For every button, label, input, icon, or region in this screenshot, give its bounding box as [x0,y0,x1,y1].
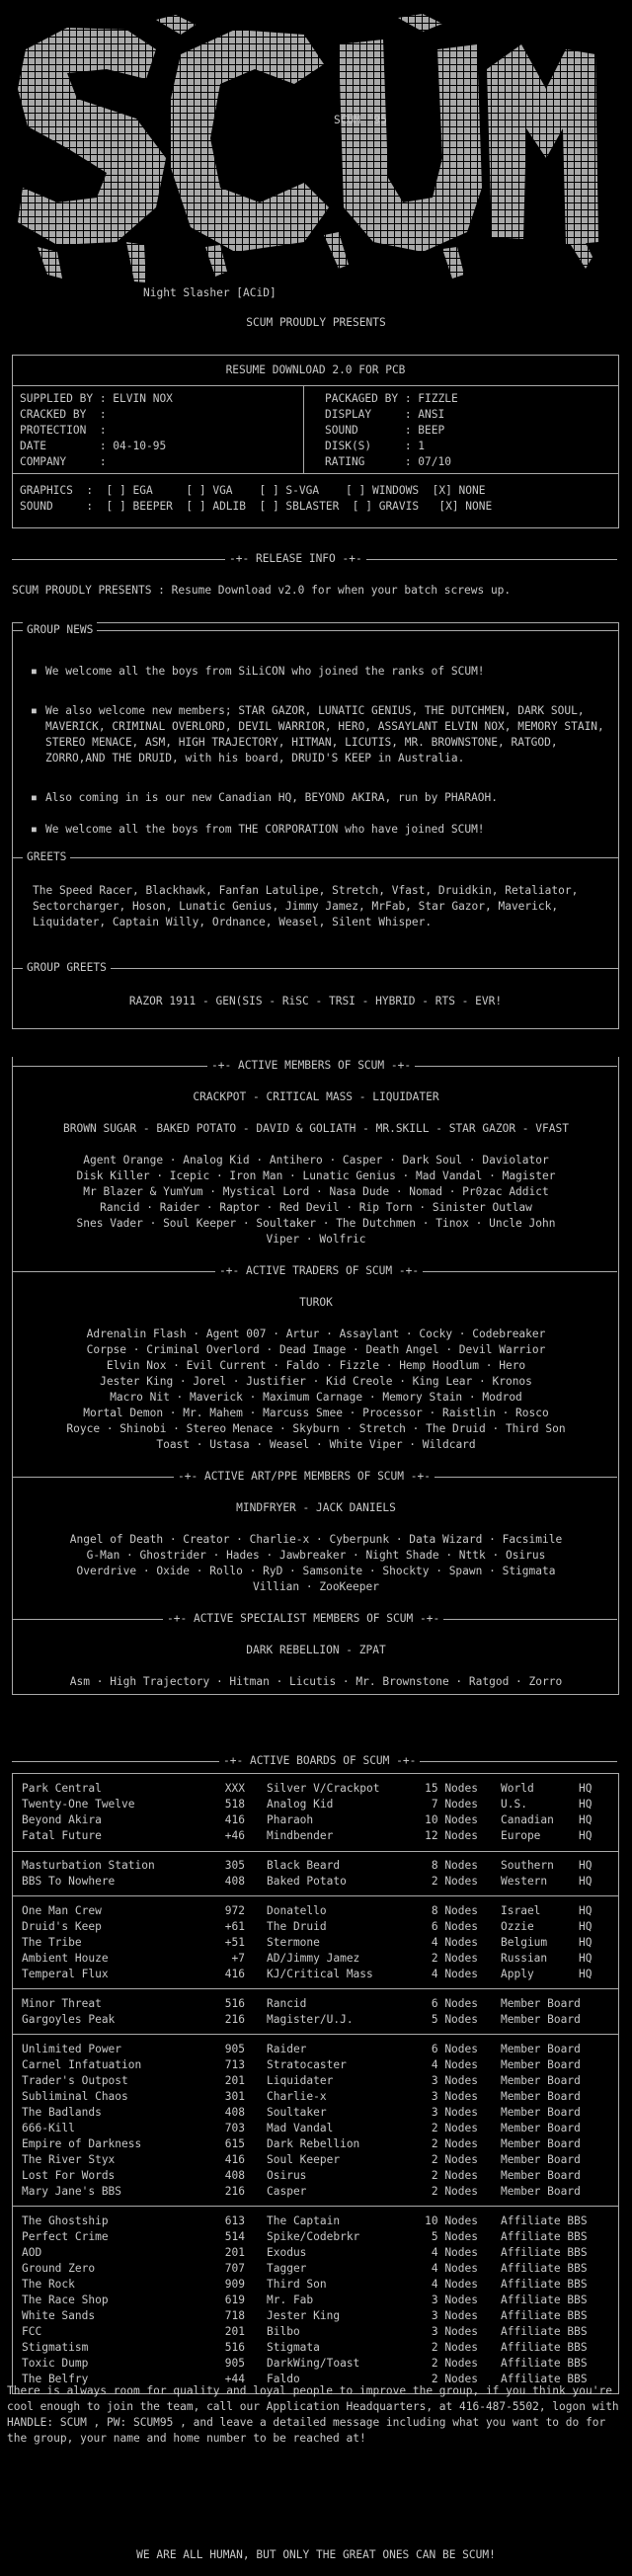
board-nodes: 8 Nodes [431,1904,478,1917]
board-sysop: Bilbo [267,2325,300,2338]
presents-line: SCUM PROUDLY PRESENTS [246,316,386,329]
board-area-code: 619 [224,2294,245,2306]
members-row: Mr Blazer & YumYum · Mystical Lord · Nasa Dude · Nomad · Pr0zac Addict [83,1185,549,1198]
board-sysop: Dark Rebellion [267,2137,360,2150]
board-status: Member Board [501,2137,581,2150]
scum-logo-art [8,10,600,286]
board-nodes: 2 Nodes [431,2153,478,2166]
group-news-header: GROUP NEWS [23,622,97,638]
greets-text: The Speed Racer, Blackhawk, Fanfan Latulipe, Stretch, Vfast, Druidkin, Retaliator, Sectorcharger, Hoson, Lunatic Genius, Jimmy Jamez, MrFab, Star Gazor, Maverick, Liquidater, Captain Willy, Ordnance, Weasel, Silent Whisper. [33,884,579,928]
board-sysop: Third Son [267,2278,327,2291]
board-nodes: 5 Nodes [431,2013,478,2026]
board-area-code: 613 [224,2214,245,2227]
traders-lead: TUROK [299,1296,333,1309]
board-status: Belgium [501,1936,548,1949]
members-list [0,1153,632,1248]
board-sysop: Mindbender [267,1829,334,1842]
board-name: The Rock [22,2278,75,2291]
board-sysop: DarkWing/Toast [267,2357,360,2370]
logo-year: SCUM '95 [334,114,387,126]
board-status: Member Board [501,1997,581,2010]
board-hq: HQ [579,1875,592,1888]
boards-title: ACTIVE BOARDS OF SCUM [249,1754,390,1767]
board-status: Member Board [501,2074,581,2087]
release-box [12,355,619,528]
art-row: Overdrive · Oxide · Rollo · RyD · Samsonite · Shockty · Spawn · Stigmata [76,1565,556,1577]
company: COMPANY : [20,455,107,468]
traders-row: Toast · Ustasa · Weasel · White Viper · Wildcard [156,1438,476,1451]
board-nodes: 2 Nodes [431,1952,478,1965]
board-nodes: 10 Nodes [425,1813,478,1826]
board-area-code: 416 [224,2153,245,2166]
board-name: The Tribe [22,1936,82,1949]
board-area-code: 905 [224,2357,245,2370]
release-info-text: SCUM PROUDLY PRESENTS : Resume Download v2.0 for when your batch screws up. [12,584,512,597]
traders-row: Adrenalin Flash · Agent 007 · Artur · Assaylant · Cocky · Codebreaker [86,1328,546,1340]
board-status: Europe [501,1829,541,1842]
board-name: Park Central [22,1782,102,1795]
board-area-code: 416 [224,1968,245,1980]
board-status: Affiliate BBS [501,2278,588,2291]
protection: PROTECTION : [20,424,107,437]
board-status: Member Board [501,2013,581,2026]
board-status: Affiliate BBS [501,2373,588,2385]
board-name: Empire of Darkness [22,2137,142,2150]
board-name: FCC [22,2325,42,2338]
board-name: Fatal Future [22,1829,102,1842]
board-sysop: Mad Vandal [267,2122,334,2134]
release-right [325,391,458,470]
board-area-code: 703 [224,2122,245,2134]
board-status: Ozzie [501,1920,534,1933]
board-nodes: 4 Nodes [431,2262,478,2275]
board-status: Apply [501,1968,534,1980]
board-status: Member Board [501,2122,581,2134]
board-name: Temperal Flux [22,1968,109,1980]
board-sysop: Soul Keeper [267,2153,341,2166]
board-sysop: Stratocaster [267,2058,347,2071]
specialist-header: -+- ACTIVE SPECIALIST MEMBERS OF SCUM -+- [163,1611,443,1627]
board-nodes: 2 Nodes [431,2185,478,2198]
board-nodes: 4 Nodes [431,2278,478,2291]
board-status: Affiliate BBS [501,2214,588,2227]
board-status: U.S. [501,1798,527,1811]
board-sysop: Charlie-x [267,2090,327,2103]
board-nodes: 6 Nodes [431,2043,478,2055]
art-row: G-Man · Ghostrider · Hades · Jawbreaker · Night Shade · Nttk · Osirus [86,1549,546,1562]
board-nodes: 7 Nodes [431,1798,478,1811]
members-row: Snes Vader · Soul Keeper · Soultaker · The Dutchmen · Tinox · Uncle John [76,1217,556,1230]
supplied-by: SUPPLIED BY : ELVIN NOX [20,392,173,405]
board-sysop: The Captain [267,2214,341,2227]
display: DISPLAY : ANSI [325,408,445,421]
board-nodes: 2 Nodes [431,2341,478,2354]
board-name: The Belfry [22,2373,89,2385]
board-name: Carnel Infatuation [22,2058,142,2071]
board-hq: HQ [579,1920,592,1933]
boards-header: -+- ACTIVE BOARDS OF SCUM -+- [219,1753,420,1769]
board-nodes: 3 Nodes [431,2309,478,2322]
board-sysop: Analog Kid [267,1798,334,1811]
board-nodes: 12 Nodes [425,1829,478,1842]
specialist-row: Asm · High Trajectory · Hitman · Licutis · Mr. Brownstone · Ratgod · Zorro [69,1675,563,1688]
board-area-code: 718 [224,2309,245,2322]
board-status: Member Board [501,2043,581,2055]
board-area-code: 201 [224,2325,245,2338]
board-status: Member Board [501,2153,581,2166]
board-nodes: 5 Nodes [431,2230,478,2243]
board-name: The River Styx [22,2153,116,2166]
board-nodes: 4 Nodes [431,2058,478,2071]
board-name: Mary Jane's BBS [22,2185,122,2198]
board-sysop: Rancid [267,1997,307,2010]
board-hq: HQ [579,1936,592,1949]
board-name: Stigmatism [22,2341,89,2354]
board-name: Minor Threat [22,1997,102,2010]
board-area-code: 905 [224,2043,245,2055]
graphics-options: GRAPHICS : [ ] EGA [ ] VGA [ ] S-VGA [ ] WINDOWS [X] NONE [20,484,486,497]
members-title: ACTIVE MEMBERS OF SCUM [237,1059,385,1072]
board-nodes: 8 Nodes [431,1859,478,1872]
board-area-code: 216 [224,2013,245,2026]
board-area-code: 408 [224,2169,245,2182]
scum-logo [8,10,600,286]
board-sysop: Spike/Codebrkr [267,2230,360,2243]
board-nodes: 3 Nodes [431,2090,478,2103]
board-nodes: 3 Nodes [431,2074,478,2087]
board-sysop: Black Beard [267,1859,341,1872]
board-name: Subliminal Chaos [22,2090,128,2103]
specialist-list [0,1674,632,1690]
board-area-code: 516 [224,2341,245,2354]
board-name: One Man Crew [22,1904,102,1917]
news-item: ■ Also coming in is our new Canadian HQ, BEYOND AKIRA, run by PHARAOH. [45,790,608,806]
release-info-header: -+- RELEASE INFO -+- [225,551,366,567]
board-nodes: 2 Nodes [431,1875,478,1888]
board-sysop: The Druid [267,1920,327,1933]
board-status: Affiliate BBS [501,2357,588,2370]
members-row: Rancid · Raider · Raptor · Red Devil · Rip Torn · Sinister Outlaw [100,1201,532,1214]
board-nodes: 3 Nodes [431,2325,478,2338]
sound-options: SOUND : [ ] BEEPER [ ] ADLIB [ ] SBLASTER [ ] GRAVIS [X] NONE [20,500,493,513]
news-item: ■ We welcome all the boys from THE CORPORATION who have joined SCUM! [45,822,608,838]
board-sysop: AD/Jimmy Jamez [267,1952,360,1965]
board-name: Druid's Keep [22,1920,102,1933]
news-box [12,622,619,1029]
board-status: Affiliate BBS [501,2341,588,2354]
board-nodes: 2 Nodes [431,2169,478,2182]
rating: RATING : 07/10 [325,455,451,468]
board-area-code: +51 [224,1936,245,1949]
board-nodes: 3 Nodes [431,2294,478,2306]
board-area-code: 408 [224,1875,245,1888]
board-area-code: +46 [224,1829,245,1842]
board-name: The Badlands [22,2106,102,2119]
board-name: Toxic Dump [22,2357,89,2370]
board-name: The Race Shop [22,2294,109,2306]
board-status: Western [501,1875,548,1888]
art-row: Villian · ZooKeeper [253,1580,379,1593]
board-status: Israel [501,1904,541,1917]
cracked-by: CRACKED BY : [20,408,107,421]
board-area-code: +44 [224,2373,245,2385]
board-nodes: 2 Nodes [431,2373,478,2385]
board-status: Affiliate BBS [501,2294,588,2306]
board-nodes: 6 Nodes [431,1997,478,2010]
members-row: Viper · Wolfric [266,1233,366,1246]
board-status: Canadian [501,1813,554,1826]
news-item: ■ We also welcome new members; STAR GAZOR, LUNATIC GENIUS, THE DUTCHMEN, DARK SOUL, MAVERICK, CRIMINAL OVERLORD, DEVIL WARRIOR, HERO, ASSAYLANT ELVIN NOX, MEMORY STAIN, STEREO MENACE, ASM, HIGH TRAJECTORY, HITMAN, LICUTIS, MR. BROWNSTONE, RATGOD, ZORRO,AND THE DRUID, with his board, DRUID'S KEEP in Australia. [45,703,608,766]
board-area-code: 201 [224,2246,245,2259]
art-lead: MINDFRYER - JACK DANIELS [236,1501,396,1514]
board-status: Affiliate BBS [501,2246,588,2259]
board-sysop: KJ/Critical Mass [267,1968,373,1980]
board-name: Ground Zero [22,2262,96,2275]
board-status: Member Board [501,2058,581,2071]
news-item: ■ We welcome all the boys from SiLiCON who joined the ranks of SCUM! [45,664,608,680]
art-header: -+- ACTIVE ART/PPE MEMBERS OF SCUM -+- [174,1469,434,1485]
footer-final: WE ARE ALL HUMAN, BUT ONLY THE GREAT ONES CAN BE SCUM! [136,2548,496,2561]
board-area-code: 201 [224,2074,245,2087]
board-name: The Ghostship [22,2214,109,2227]
board-status: Affiliate BBS [501,2262,588,2275]
specialist-lead: DARK REBELLION - ZPAT [246,1644,386,1656]
board-sysop: Mr. Fab [267,2294,314,2306]
board-nodes: 3 Nodes [431,2106,478,2119]
board-sysop: Casper [267,2185,307,2198]
board-name: 666-Kill [22,2122,75,2134]
traders-row: Macro Nit · Maverick · Maximum Carnage · Memory Stain · Modrod [110,1391,522,1404]
board-hq: HQ [579,1859,592,1872]
board-name: Beyond Akira [22,1813,102,1826]
group-greets-header: GROUP GREETS [23,960,111,976]
board-sysop: Osirus [267,2169,307,2182]
board-nodes: 4 Nodes [431,1968,478,1980]
board-name: Ambient Houze [22,1952,109,1965]
traders-row: Corpse · Criminal Overlord · Dead Image · Death Angel · Devil Warrior [86,1343,546,1356]
board-status: Member Board [501,2169,581,2182]
board-name: Trader's Outpost [22,2074,128,2087]
board-sysop: Raider [267,2043,307,2055]
members-leads-1: CRACKPOT - CRITICAL MASS - LIQUIDATER [193,1090,439,1103]
board-sysop: Tagger [267,2262,307,2275]
board-status: Russian [501,1952,548,1965]
board-name: Gargoyles Peak [22,2013,116,2026]
release-info-title: RELEASE INFO [255,552,336,565]
board-area-code: 516 [224,1997,245,2010]
board-sysop: Soultaker [267,2106,327,2119]
board-hq: HQ [579,1782,592,1795]
traders-row: Mortal Demon · Mr. Mahem · Marcuss Smee · Processor · Raistlin · Rosco [83,1407,549,1419]
board-area-code: 301 [224,2090,245,2103]
board-area-code: 216 [224,2185,245,2198]
board-name: BBS To Nowhere [22,1875,116,1888]
release-title: RESUME DOWNLOAD 2.0 FOR PCB [225,363,406,376]
board-area-code: 518 [224,1798,245,1811]
release-left [20,391,173,470]
board-status: Member Board [501,2185,581,2198]
art-list [0,1532,632,1595]
board-sysop: Pharaoh [267,1813,314,1826]
traders-row: Jester King · Jorel · Justifier · Kid Creole · King Lear · Kronos [100,1375,532,1388]
board-sysop: Exodus [267,2246,307,2259]
traders-row: Elvin Nox · Evil Current · Faldo · Fizzle · Hemp Hoodlum · Hero [106,1359,526,1372]
packaged-by: PACKAGED BY : FIZZLE [325,392,458,405]
board-area-code: 514 [224,2230,245,2243]
board-status: Affiliate BBS [501,2230,588,2243]
board-name: Lost For Words [22,2169,116,2182]
art-title: ACTIVE ART/PPE MEMBERS OF SCUM [203,1470,405,1483]
traders-list [0,1327,632,1453]
board-name: Twenty-One Twelve [22,1798,135,1811]
artist-credit: Night Slasher [ACiD] [143,286,276,299]
board-nodes: 2 Nodes [431,2137,478,2150]
board-sysop: Baked Potato [267,1875,347,1888]
board-sysop: Faldo [267,2373,300,2385]
board-area-code: 707 [224,2262,245,2275]
group-greets-text: RAZOR 1911 - GEN(SIS - RiSC - TRSI - HYBRID - RTS - EVR! [128,995,503,1007]
board-area-code: 615 [224,2137,245,2150]
board-hq: HQ [579,1798,592,1811]
board-status: Member Board [501,2090,581,2103]
board-sysop: Liquidater [267,2074,334,2087]
board-nodes: 4 Nodes [431,1936,478,1949]
board-area-code: +7 [231,1952,245,1965]
board-hq: HQ [579,1904,592,1917]
board-area-code: 416 [224,1813,245,1826]
greets-header: GREETS [23,849,70,865]
traders-title: ACTIVE TRADERS OF SCUM [245,1264,393,1277]
board-area-code: 713 [224,2058,245,2071]
board-sysop: Stermone [267,1936,320,1949]
board-area-code: 305 [224,1859,245,1872]
traders-row: Royce · Shinobi · Stereo Menace · Skyburn · Stretch · The Druid · Third Son [66,1422,566,1435]
board-area-code: +61 [224,1920,245,1933]
board-sysop: Donatello [267,1904,327,1917]
disks: DISK(S) : 1 [325,440,426,452]
board-hq: HQ [579,1829,592,1842]
board-area-code: 408 [224,2106,245,2119]
board-nodes: 10 Nodes [425,2214,478,2227]
board-name: Unlimited Power [22,2043,122,2055]
specialist-title: ACTIVE SPECIALIST MEMBERS OF SCUM [193,1612,414,1625]
board-sysop: Jester King [267,2309,341,2322]
board-name: AOD [22,2246,42,2259]
board-nodes: 4 Nodes [431,2246,478,2259]
board-status: World [501,1782,534,1795]
board-sysop: Silver V/Crackpot [267,1782,380,1795]
footer-text: There is always room for quality and loyal people to improve the group, if you think you're cool enough to join the team, call our Application Headquarters, at 416-487-5502, logon with HANDLE: SCUM , PW: SCUM95 , and leave a detailed message including what you want to do for the group, your name and home number to be reached at! [7,2384,619,2445]
board-area-code: 972 [224,1904,245,1917]
members-header: -+- ACTIVE MEMBERS OF SCUM -+- [207,1058,415,1074]
members-row: Agent Orange · Analog Kid · Antihero · Casper · Dark Soul · Daviolator [83,1154,549,1167]
traders-header: -+- ACTIVE TRADERS OF SCUM -+- [215,1263,423,1279]
board-status: Member Board [501,2106,581,2119]
board-area-code: XXX [224,1782,245,1795]
members-leads-2: BROWN SUGAR - BAKED POTATO - DAVID & GOLIATH - MR.SKILL - STAR GAZOR - VFAST [63,1122,569,1135]
board-status: Affiliate BBS [501,2325,588,2338]
art-row: Angel of Death · Creator · Charlie-x · Cyberpunk · Data Wizard · Facsimile [69,1533,563,1546]
board-status: Southern [501,1859,554,1872]
board-nodes: 2 Nodes [431,2122,478,2134]
board-name: Masturbation Station [22,1859,155,1872]
board-hq: HQ [579,1968,592,1980]
board-name: Perfect Crime [22,2230,109,2243]
board-nodes: 15 Nodes [425,1782,478,1795]
members-row: Disk Killer · Icepic · Iron Man · Lunatic Genius · Mad Vandal · Magister [76,1169,556,1182]
release-date: DATE : 04-10-95 [20,440,167,452]
board-name: White Sands [22,2309,96,2322]
board-area-code: 909 [224,2278,245,2291]
board-hq: HQ [579,1813,592,1826]
board-sysop: Magister/U.J. [267,2013,354,2026]
board-hq: HQ [579,1952,592,1965]
board-status: Affiliate BBS [501,2309,588,2322]
sound: SOUND : BEEP [325,424,445,437]
board-sysop: Stigmata [267,2341,320,2354]
board-nodes: 6 Nodes [431,1920,478,1933]
board-nodes: 2 Nodes [431,2357,478,2370]
